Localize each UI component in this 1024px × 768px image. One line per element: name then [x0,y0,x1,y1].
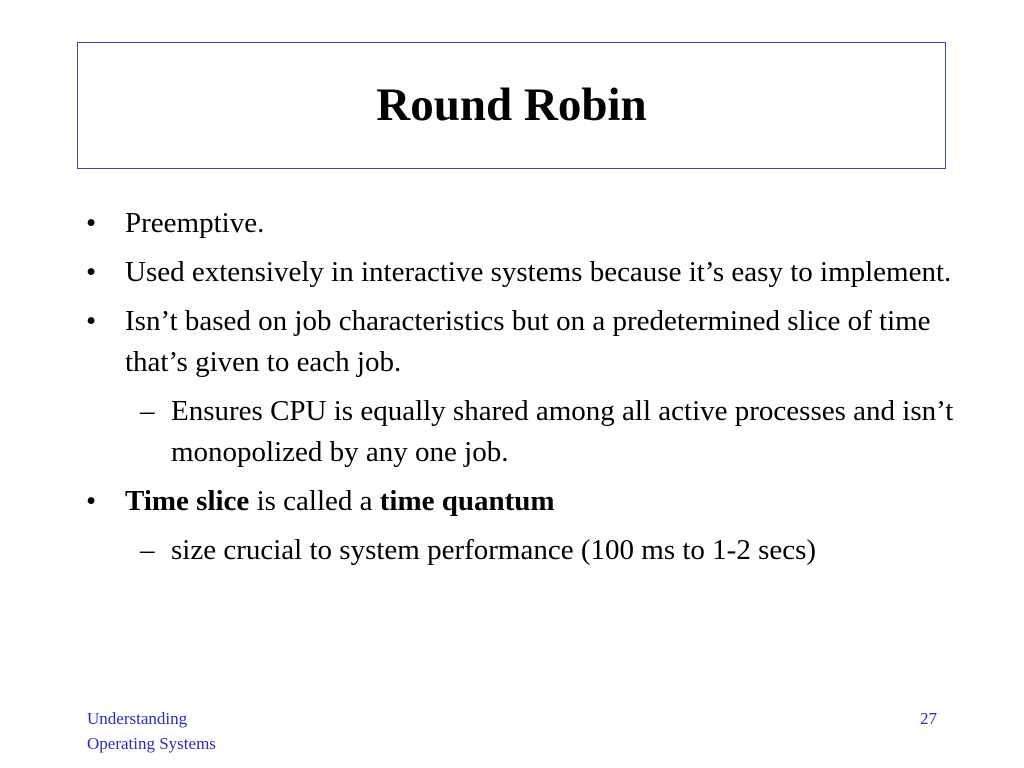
bullet-marker: • [86,305,97,337]
bullet-item [86,301,956,383]
footer-line-2: Operating Systems [87,734,216,753]
bold-term-time-slice: Time slice [125,485,250,517]
bullet-item [86,203,956,244]
footer-line-1: Understanding [87,709,188,728]
bullet-text: Used extensively in interactive systems because it’s easy to implement. [125,256,952,288]
bullet-marker: • [86,207,97,239]
bold-term-time-quantum: time quantum [379,485,555,517]
sub-bullet-text: size crucial to system performance (100 ms to 1-2 secs) [171,534,817,566]
sub-bullet-marker: – [140,534,155,566]
bullet-marker: • [86,256,97,288]
bullet-text: Preemptive. [125,207,265,239]
slide-body [86,203,956,579]
bullet-item [86,252,956,293]
title-box [77,42,946,169]
footer-course-title [87,706,216,756]
sub-bullet-text: Ensures CPU is equally shared among all active processes and isn’t monopolized by any one job. [171,395,954,468]
bullet-marker: • [86,485,97,517]
sub-bullet-item [86,530,956,571]
bullet-text: is called a [249,485,380,517]
page-number: 27 [920,709,937,728]
bullet-text: Isn’t based on job characteristics but on a predetermined slice of time that’s given to each job. [125,305,931,378]
sub-bullet-item [86,391,956,473]
bullet-item [86,481,956,522]
sub-bullet-marker: – [140,395,155,427]
slide-title: Round Robin [376,79,647,131]
